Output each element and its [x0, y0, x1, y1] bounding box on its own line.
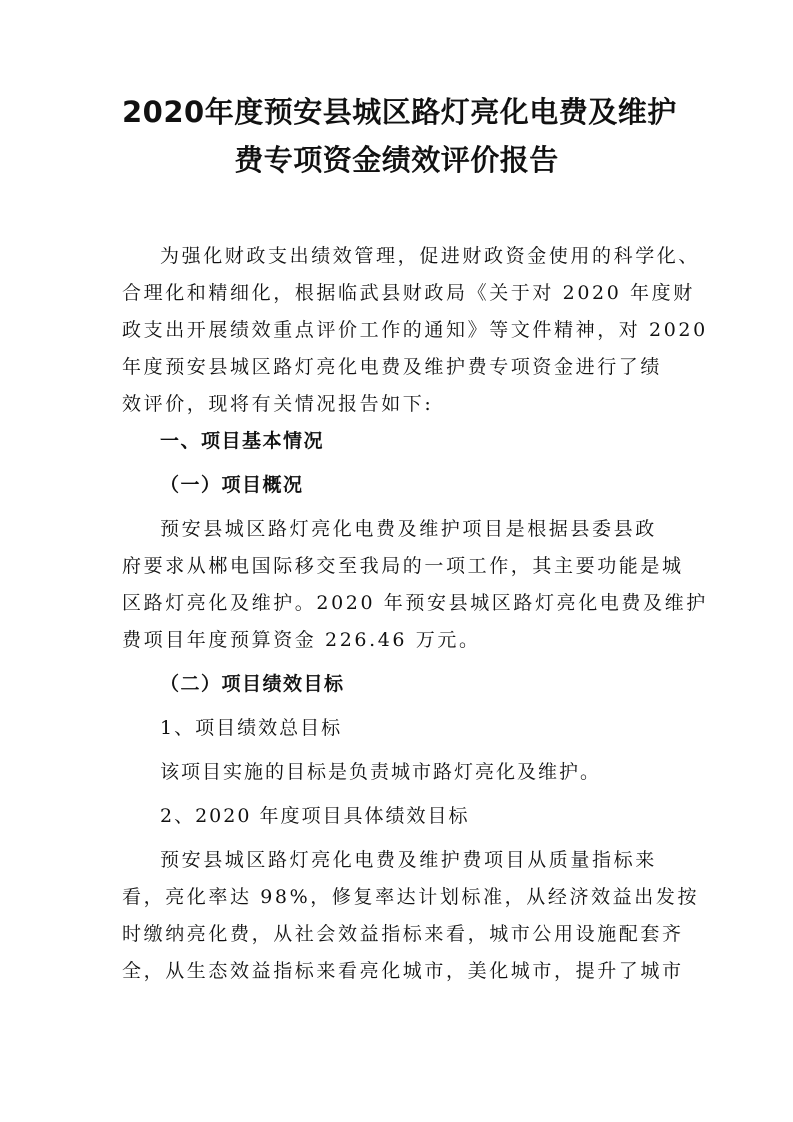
goal-2-line: 看，亮化率达 98%，修复率达计划标准，从经济效益出发按: [122, 886, 700, 908]
intro-line: 年度预安县城区路灯亮化电费及维护费专项资金进行了绩: [122, 356, 663, 378]
document-title: [122, 88, 677, 184]
section-1-heading: 一、项目基本情况: [160, 430, 325, 452]
goal-1-text: 该项目实施的目标是负责城市路灯亮化及维护。: [160, 761, 602, 783]
overview-line: 费项目年度预算资金 226.46 万元。: [122, 629, 481, 651]
intro-line: 为强化财政支出绩效管理，促进财政资金使用的科学化、: [160, 245, 701, 267]
title-line-1: 2020年度预安县城区路灯亮化电费及维护: [122, 95, 677, 129]
overview-paragraph: [122, 511, 708, 659]
overview-line: 预安县城区路灯亮化电费及维护项目是根据县委县政: [160, 518, 657, 540]
goal-2-paragraph: [122, 842, 700, 990]
goal-2-line: 时缴纳亮化费，从社会效益指标来看，城市公用设施配套齐: [122, 923, 684, 945]
section-1-2-heading: （二）项目绩效目标: [160, 673, 345, 695]
goal-1-heading: 1、项目绩效总目标: [160, 717, 343, 739]
overview-line: 区路灯亮化及维护。2020 年预安县城区路灯亮化电费及维护: [122, 592, 708, 614]
goal-2-heading: 2、2020 年度项目具体绩效目标: [160, 805, 470, 827]
section-1-1-heading: （一）项目概况: [160, 474, 304, 496]
goal-2-line: 全，从生态效益指标来看亮化城市，美化城市，提升了城市: [122, 960, 684, 982]
intro-line: 合理化和精细化，根据临武县财政局《关于对 2020 年度财: [122, 282, 695, 304]
intro-line: 政支出开展绩效重点评价工作的通知》等文件精神，对 2020: [122, 319, 708, 341]
intro-line: 效评价，现将有关情况报告如下:: [122, 393, 434, 415]
overview-line: 府要求从郴电国际移交至我局的一项工作，其主要功能是城: [122, 555, 684, 577]
goal-2-line: 预安县城区路灯亮化电费及维护费项目从质量指标来: [160, 849, 657, 871]
title-line-2: 费专项资金绩效评价报告: [234, 143, 559, 177]
intro-paragraph: [122, 238, 708, 423]
